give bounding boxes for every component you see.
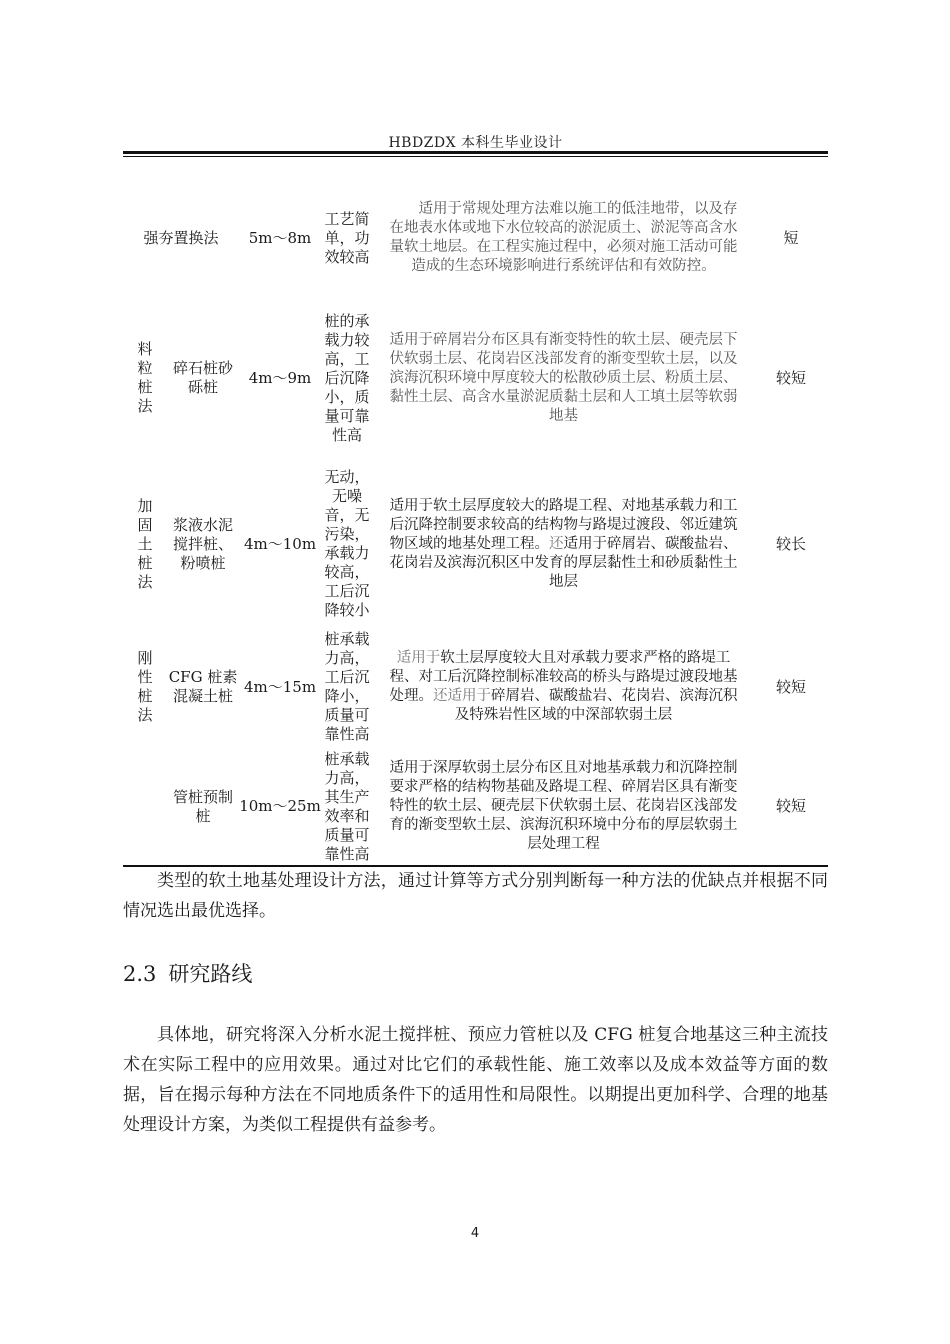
applicability-text-gray: 还适用于 xyxy=(433,688,492,704)
method-cell: 强夯置换法 xyxy=(143,228,219,247)
depth-cell: 4m～10m xyxy=(243,534,317,553)
features-cell: 工艺简单，功效较高 xyxy=(324,209,370,266)
period-cell: 短 xyxy=(783,228,799,247)
features-cell: 桩承载力高，工后沉降小，质量可靠性高 xyxy=(324,630,370,743)
method-cell: 碎石桩砂砾桩 xyxy=(173,359,234,396)
table-row xyxy=(123,748,828,866)
header-rule-thick xyxy=(123,151,828,154)
period-cell: 较短 xyxy=(776,368,807,387)
table-row xyxy=(123,182,828,294)
table-row xyxy=(123,462,828,626)
period-cell: 较短 xyxy=(754,748,828,866)
applicability-cell: 适用于深厚软弱土层分布区且对地基承载力和沉降控制要求严格的结构物基础及路堤工程、碎屑岩区具有渐变特性的软土层、硬壳层下伏软弱土层、花岗岩区浅部发育的渐变型软土层、滨海沉积环境中分布的厚层软弱土层处理工程 xyxy=(373,748,754,866)
section-heading xyxy=(123,958,252,988)
applicability-text: 软土层厚度较大且对承载力要求严格的路堤工程、对工后沉降控制标准较高的桥头与路堤过渡段地基处理。 xyxy=(389,650,738,704)
soil-treatment-table xyxy=(123,182,828,867)
applicability-cell xyxy=(373,462,754,626)
section-number: 2.3 xyxy=(123,962,157,986)
page-number: 4 xyxy=(470,1226,480,1241)
applicability-cell xyxy=(373,626,754,748)
category-cell: 加固土桩法 xyxy=(137,496,153,591)
period-cell: 较短 xyxy=(776,677,807,696)
applicability-text: 适用于软土层厚度较大的路堤工程、对地基承载力和工后沉降控制要求较高的结构物与路堤过渡段、邻近建筑物区域的地基处理工程。 xyxy=(389,497,738,552)
applicability-text-tail: 碎屑岩、碳酸盐岩、花岗岩、滨海沉积及特殊岩性区域的中深部软弱土层 xyxy=(454,688,738,723)
section-title: 研究路线 xyxy=(168,962,253,986)
features-cell: 无动，无噪音，无污染，承载力较高，工后沉降较小 xyxy=(324,468,370,619)
depth-cell: 10m～25m xyxy=(239,748,321,866)
table-row xyxy=(123,294,828,462)
features-cell: 桩承载力高，其生产效率和质量可靠性高 xyxy=(321,748,373,866)
depth-cell: 4m～15m xyxy=(243,677,317,696)
category-cell: 料粒桩法 xyxy=(137,340,153,415)
applicability-text-tail: 适用于碎屑岩、碳酸盐岩、花岗岩及滨海沉积区中发育的厚层黏性土和砂质黏性土地层 xyxy=(389,535,738,590)
body-paragraph: 具体地，研究将深入分析水泥土搅拌桩、预应力管桩以及 CFG 桩复合地基这三种主流技术在实际工程中的应用效果。通过对比它们的承载性能、施工效率以及成本效益等方面的数据，旨在揭示每种方法在不同地质条件下的适用性和局限性。以期提出更加科学、合理的地基处理设计方案，为类似工程提供有益参考。 xyxy=(123,1025,828,1135)
header-rule-thin xyxy=(123,156,828,157)
method-cell: 浆液水泥搅拌桩、粉喷桩 xyxy=(173,515,234,572)
features-cell: 桩的承载力较高，工后沉降小，质量可靠性高 xyxy=(324,311,370,444)
applicability-text-gray: 适用于 xyxy=(396,650,441,666)
period-cell: 较长 xyxy=(776,534,807,553)
method-cell: 管桩预制桩 xyxy=(167,748,239,866)
applicability-cell: 适用于常规处理方法难以施工的低洼地带，以及存在地表水体或地下水位较高的淤泥质土、淤泥等高含水量软土地层。在工程实施过程中，必须对施工活动可能造成的生态环境影响进行系统评估和有效防控。 xyxy=(389,201,738,274)
method-cell: CFG 桩素混凝土桩 xyxy=(168,668,238,705)
depth-cell: 5m～8m xyxy=(248,228,312,247)
applicability-cell: 适用于碎屑岩分布区具有渐变特性的软土层、硬壳层下伏软弱土层、花岗岩区浅部发育的渐变型软土层，以及滨海沉积环境中厚度较大的松散砂质土层、粉质土层、黏性土层、高含水量淤泥质黏土层和人工填土层等软弱地基 xyxy=(389,331,738,424)
table-row xyxy=(123,626,828,748)
category-cell xyxy=(123,748,167,866)
page-header: HBDZDX 本科生毕业设计 xyxy=(388,135,563,151)
applicability-text-gray: 还 xyxy=(549,535,564,552)
body-paragraph: 类型的软土地基处理设计方法，通过计算等方式分别判断每一种方法的优缺点并根据不同情况选出最优选择。 xyxy=(123,871,828,921)
depth-cell: 4m～9m xyxy=(248,368,312,387)
category-cell: 刚性桩法 xyxy=(137,649,153,724)
